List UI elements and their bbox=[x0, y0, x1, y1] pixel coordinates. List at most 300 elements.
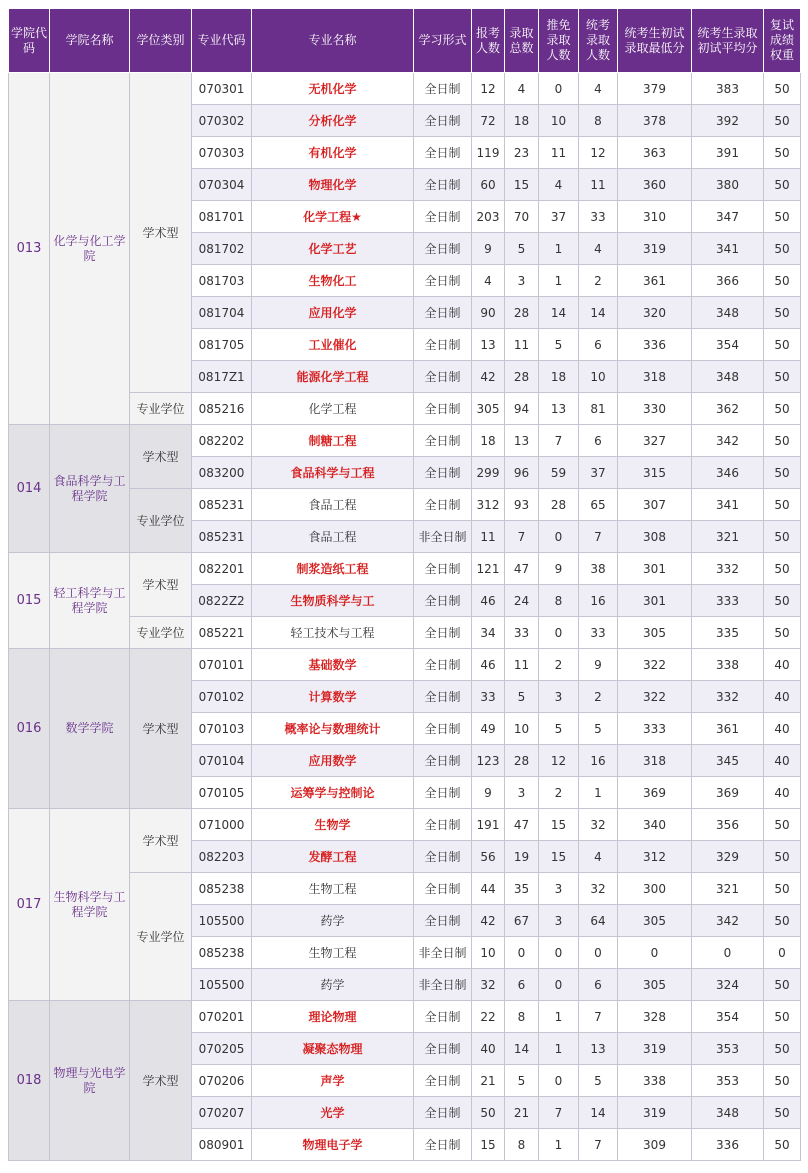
college-group bbox=[9, 73, 801, 425]
retest-weight-cell: 50 bbox=[764, 329, 801, 361]
exempt-admitted-cell: 1 bbox=[539, 233, 579, 265]
major-name-cell: 工业催化 bbox=[252, 329, 414, 361]
degree-type-cell: 学术型 bbox=[130, 649, 192, 809]
applicants-cell: 119 bbox=[472, 137, 505, 169]
exam-admitted-cell: 32 bbox=[579, 873, 618, 905]
header-avg-score: 统考生录取初试平均分 bbox=[692, 9, 764, 73]
admitted-total-cell: 67 bbox=[505, 905, 539, 937]
avg-score-cell: 361 bbox=[692, 713, 764, 745]
min-score-cell: 330 bbox=[618, 393, 692, 425]
major-code-cell: 081702 bbox=[192, 233, 252, 265]
degree-type-cell: 专业学位 bbox=[130, 873, 192, 1001]
exam-admitted-cell: 4 bbox=[579, 73, 618, 105]
exempt-admitted-cell: 8 bbox=[539, 585, 579, 617]
exam-admitted-cell: 1 bbox=[579, 777, 618, 809]
header-row bbox=[9, 9, 801, 73]
admitted-total-cell: 3 bbox=[505, 265, 539, 297]
avg-score-cell: 369 bbox=[692, 777, 764, 809]
min-score-cell: 340 bbox=[618, 809, 692, 841]
admitted-total-cell: 28 bbox=[505, 361, 539, 393]
major-name-cell: 声学 bbox=[252, 1065, 414, 1097]
exam-admitted-cell: 81 bbox=[579, 393, 618, 425]
avg-score-cell: 348 bbox=[692, 297, 764, 329]
retest-weight-cell: 50 bbox=[764, 361, 801, 393]
exam-admitted-cell: 5 bbox=[579, 1065, 618, 1097]
exempt-admitted-cell: 0 bbox=[539, 73, 579, 105]
admitted-total-cell: 93 bbox=[505, 489, 539, 521]
applicants-cell: 312 bbox=[472, 489, 505, 521]
table-header bbox=[9, 9, 801, 73]
degree-type-cell: 学术型 bbox=[130, 73, 192, 393]
study-mode-cell: 全日制 bbox=[414, 425, 472, 457]
retest-weight-cell: 50 bbox=[764, 489, 801, 521]
min-score-cell: 315 bbox=[618, 457, 692, 489]
table-row bbox=[9, 73, 801, 105]
avg-score-cell: 342 bbox=[692, 905, 764, 937]
min-score-cell: 308 bbox=[618, 521, 692, 553]
min-score-cell: 310 bbox=[618, 201, 692, 233]
college-group bbox=[9, 1001, 801, 1161]
major-name-cell: 化学工艺 bbox=[252, 233, 414, 265]
major-name-cell: 发酵工程 bbox=[252, 841, 414, 873]
min-score-cell: 322 bbox=[618, 649, 692, 681]
applicants-cell: 21 bbox=[472, 1065, 505, 1097]
major-code-cell: 082203 bbox=[192, 841, 252, 873]
avg-score-cell: 353 bbox=[692, 1033, 764, 1065]
study-mode-cell: 非全日制 bbox=[414, 937, 472, 969]
major-code-cell: 070103 bbox=[192, 713, 252, 745]
avg-score-cell: 366 bbox=[692, 265, 764, 297]
exam-admitted-cell: 4 bbox=[579, 233, 618, 265]
major-code-cell: 105500 bbox=[192, 969, 252, 1001]
avg-score-cell: 347 bbox=[692, 201, 764, 233]
retest-weight-cell: 50 bbox=[764, 841, 801, 873]
major-code-cell: 085238 bbox=[192, 937, 252, 969]
avg-score-cell: 341 bbox=[692, 233, 764, 265]
applicants-cell: 72 bbox=[472, 105, 505, 137]
avg-score-cell: 354 bbox=[692, 329, 764, 361]
admitted-total-cell: 11 bbox=[505, 649, 539, 681]
retest-weight-cell: 40 bbox=[764, 649, 801, 681]
exempt-admitted-cell: 37 bbox=[539, 201, 579, 233]
header-applicants: 报考人数 bbox=[472, 9, 505, 73]
avg-score-cell: 341 bbox=[692, 489, 764, 521]
retest-weight-cell: 50 bbox=[764, 905, 801, 937]
avg-score-cell: 356 bbox=[692, 809, 764, 841]
min-score-cell: 305 bbox=[618, 905, 692, 937]
retest-weight-cell: 50 bbox=[764, 105, 801, 137]
major-code-cell: 081701 bbox=[192, 201, 252, 233]
study-mode-cell: 全日制 bbox=[414, 1097, 472, 1129]
header-major-name: 专业名称 bbox=[252, 9, 414, 73]
study-mode-cell: 全日制 bbox=[414, 201, 472, 233]
avg-score-cell: 329 bbox=[692, 841, 764, 873]
exempt-admitted-cell: 0 bbox=[539, 617, 579, 649]
applicants-cell: 203 bbox=[472, 201, 505, 233]
admitted-total-cell: 14 bbox=[505, 1033, 539, 1065]
exempt-admitted-cell: 1 bbox=[539, 1001, 579, 1033]
admitted-total-cell: 15 bbox=[505, 169, 539, 201]
study-mode-cell: 全日制 bbox=[414, 873, 472, 905]
admitted-total-cell: 28 bbox=[505, 297, 539, 329]
study-mode-cell: 全日制 bbox=[414, 713, 472, 745]
min-score-cell: 322 bbox=[618, 681, 692, 713]
exam-admitted-cell: 13 bbox=[579, 1033, 618, 1065]
major-code-cell: 080901 bbox=[192, 1129, 252, 1161]
applicants-cell: 32 bbox=[472, 969, 505, 1001]
min-score-cell: 309 bbox=[618, 1129, 692, 1161]
table-row bbox=[9, 425, 801, 457]
exempt-admitted-cell: 11 bbox=[539, 137, 579, 169]
major-code-cell: 070105 bbox=[192, 777, 252, 809]
retest-weight-cell: 50 bbox=[764, 265, 801, 297]
min-score-cell: 318 bbox=[618, 745, 692, 777]
applicants-cell: 46 bbox=[472, 585, 505, 617]
applicants-cell: 22 bbox=[472, 1001, 505, 1033]
major-code-cell: 070205 bbox=[192, 1033, 252, 1065]
major-name-cell: 计算数学 bbox=[252, 681, 414, 713]
exam-admitted-cell: 6 bbox=[579, 329, 618, 361]
min-score-cell: 301 bbox=[618, 585, 692, 617]
retest-weight-cell: 50 bbox=[764, 553, 801, 585]
header-major-code: 专业代码 bbox=[192, 9, 252, 73]
study-mode-cell: 全日制 bbox=[414, 777, 472, 809]
retest-weight-cell: 50 bbox=[764, 393, 801, 425]
exam-admitted-cell: 9 bbox=[579, 649, 618, 681]
admitted-total-cell: 24 bbox=[505, 585, 539, 617]
retest-weight-cell: 50 bbox=[764, 297, 801, 329]
min-score-cell: 319 bbox=[618, 1097, 692, 1129]
college-code-cell: 015 bbox=[9, 553, 50, 649]
min-score-cell: 318 bbox=[618, 361, 692, 393]
applicants-cell: 12 bbox=[472, 73, 505, 105]
retest-weight-cell: 0 bbox=[764, 937, 801, 969]
degree-type-cell: 学术型 bbox=[130, 809, 192, 873]
college-name-cell: 数学学院 bbox=[50, 649, 130, 809]
retest-weight-cell: 50 bbox=[764, 1129, 801, 1161]
exam-admitted-cell: 38 bbox=[579, 553, 618, 585]
applicants-cell: 9 bbox=[472, 777, 505, 809]
college-code-cell: 016 bbox=[9, 649, 50, 809]
header-degree-type: 学位类别 bbox=[130, 9, 192, 73]
college-code-cell: 014 bbox=[9, 425, 50, 553]
retest-weight-cell: 50 bbox=[764, 169, 801, 201]
retest-weight-cell: 50 bbox=[764, 137, 801, 169]
major-code-cell: 082201 bbox=[192, 553, 252, 585]
major-name-cell: 理论物理 bbox=[252, 1001, 414, 1033]
study-mode-cell: 全日制 bbox=[414, 585, 472, 617]
avg-score-cell: 346 bbox=[692, 457, 764, 489]
study-mode-cell: 全日制 bbox=[414, 1065, 472, 1097]
exempt-admitted-cell: 3 bbox=[539, 905, 579, 937]
major-name-cell: 物理电子学 bbox=[252, 1129, 414, 1161]
exam-admitted-cell: 14 bbox=[579, 1097, 618, 1129]
applicants-cell: 4 bbox=[472, 265, 505, 297]
study-mode-cell: 全日制 bbox=[414, 745, 472, 777]
applicants-cell: 42 bbox=[472, 905, 505, 937]
admitted-total-cell: 0 bbox=[505, 937, 539, 969]
avg-score-cell: 362 bbox=[692, 393, 764, 425]
admitted-total-cell: 47 bbox=[505, 553, 539, 585]
exempt-admitted-cell: 13 bbox=[539, 393, 579, 425]
exam-admitted-cell: 33 bbox=[579, 201, 618, 233]
college-name-cell: 化学与化工学院 bbox=[50, 73, 130, 425]
min-score-cell: 307 bbox=[618, 489, 692, 521]
exam-admitted-cell: 64 bbox=[579, 905, 618, 937]
exam-admitted-cell: 12 bbox=[579, 137, 618, 169]
major-code-cell: 082202 bbox=[192, 425, 252, 457]
major-code-cell: 085231 bbox=[192, 489, 252, 521]
major-name-cell: 药学 bbox=[252, 969, 414, 1001]
retest-weight-cell: 50 bbox=[764, 201, 801, 233]
header-exempt-admitted: 推免录取人数 bbox=[539, 9, 579, 73]
degree-type-cell: 学术型 bbox=[130, 425, 192, 489]
table-row bbox=[9, 553, 801, 585]
min-score-cell: 363 bbox=[618, 137, 692, 169]
applicants-cell: 42 bbox=[472, 361, 505, 393]
retest-weight-cell: 40 bbox=[764, 681, 801, 713]
degree-type-cell: 专业学位 bbox=[130, 617, 192, 649]
major-name-cell: 光学 bbox=[252, 1097, 414, 1129]
admitted-total-cell: 35 bbox=[505, 873, 539, 905]
study-mode-cell: 全日制 bbox=[414, 809, 472, 841]
header-college-code: 学院代码 bbox=[9, 9, 50, 73]
table-row bbox=[9, 809, 801, 841]
major-name-cell: 生物学 bbox=[252, 809, 414, 841]
major-name-cell: 概率论与数理统计 bbox=[252, 713, 414, 745]
major-name-cell: 生物化工 bbox=[252, 265, 414, 297]
exempt-admitted-cell: 3 bbox=[539, 873, 579, 905]
study-mode-cell: 全日制 bbox=[414, 905, 472, 937]
exempt-admitted-cell: 0 bbox=[539, 969, 579, 1001]
admitted-total-cell: 23 bbox=[505, 137, 539, 169]
major-code-cell: 085231 bbox=[192, 521, 252, 553]
exempt-admitted-cell: 5 bbox=[539, 713, 579, 745]
college-group bbox=[9, 553, 801, 649]
exam-admitted-cell: 5 bbox=[579, 713, 618, 745]
retest-weight-cell: 50 bbox=[764, 425, 801, 457]
exempt-admitted-cell: 14 bbox=[539, 297, 579, 329]
exam-admitted-cell: 33 bbox=[579, 617, 618, 649]
study-mode-cell: 全日制 bbox=[414, 1001, 472, 1033]
min-score-cell: 328 bbox=[618, 1001, 692, 1033]
college-name-cell: 生物科学与工程学院 bbox=[50, 809, 130, 1001]
exempt-admitted-cell: 15 bbox=[539, 841, 579, 873]
major-name-cell: 有机化学 bbox=[252, 137, 414, 169]
header-college-name: 学院名称 bbox=[50, 9, 130, 73]
applicants-cell: 9 bbox=[472, 233, 505, 265]
major-code-cell: 105500 bbox=[192, 905, 252, 937]
major-name-cell: 药学 bbox=[252, 905, 414, 937]
header-retest-weight: 复试成绩权重 bbox=[764, 9, 801, 73]
min-score-cell: 379 bbox=[618, 73, 692, 105]
degree-type-cell: 专业学位 bbox=[130, 393, 192, 425]
avg-score-cell: 348 bbox=[692, 361, 764, 393]
avg-score-cell: 354 bbox=[692, 1001, 764, 1033]
min-score-cell: 301 bbox=[618, 553, 692, 585]
study-mode-cell: 全日制 bbox=[414, 393, 472, 425]
study-mode-cell: 全日制 bbox=[414, 1129, 472, 1161]
avg-score-cell: 332 bbox=[692, 681, 764, 713]
major-name-cell: 化学工程★ bbox=[252, 201, 414, 233]
applicants-cell: 299 bbox=[472, 457, 505, 489]
applicants-cell: 56 bbox=[472, 841, 505, 873]
study-mode-cell: 非全日制 bbox=[414, 969, 472, 1001]
exam-admitted-cell: 65 bbox=[579, 489, 618, 521]
exam-admitted-cell: 0 bbox=[579, 937, 618, 969]
applicants-cell: 18 bbox=[472, 425, 505, 457]
exempt-admitted-cell: 1 bbox=[539, 265, 579, 297]
min-score-cell: 378 bbox=[618, 105, 692, 137]
major-code-cell: 0822Z2 bbox=[192, 585, 252, 617]
exempt-admitted-cell: 1 bbox=[539, 1033, 579, 1065]
retest-weight-cell: 50 bbox=[764, 233, 801, 265]
header-exam-admitted: 统考录取人数 bbox=[579, 9, 618, 73]
header-min-score: 统考生初试录取最低分 bbox=[618, 9, 692, 73]
applicants-cell: 305 bbox=[472, 393, 505, 425]
major-code-cell: 085216 bbox=[192, 393, 252, 425]
study-mode-cell: 全日制 bbox=[414, 137, 472, 169]
header-study-mode: 学习形式 bbox=[414, 9, 472, 73]
applicants-cell: 90 bbox=[472, 297, 505, 329]
major-code-cell: 070206 bbox=[192, 1065, 252, 1097]
major-name-cell: 应用数学 bbox=[252, 745, 414, 777]
major-code-cell: 070101 bbox=[192, 649, 252, 681]
admitted-total-cell: 5 bbox=[505, 1065, 539, 1097]
min-score-cell: 319 bbox=[618, 1033, 692, 1065]
study-mode-cell: 全日制 bbox=[414, 1033, 472, 1065]
applicants-cell: 60 bbox=[472, 169, 505, 201]
exempt-admitted-cell: 0 bbox=[539, 1065, 579, 1097]
admitted-total-cell: 70 bbox=[505, 201, 539, 233]
retest-weight-cell: 40 bbox=[764, 713, 801, 745]
applicants-cell: 11 bbox=[472, 521, 505, 553]
applicants-cell: 10 bbox=[472, 937, 505, 969]
min-score-cell: 320 bbox=[618, 297, 692, 329]
admitted-total-cell: 4 bbox=[505, 73, 539, 105]
min-score-cell: 319 bbox=[618, 233, 692, 265]
college-code-cell: 017 bbox=[9, 809, 50, 1001]
study-mode-cell: 全日制 bbox=[414, 617, 472, 649]
major-code-cell: 085221 bbox=[192, 617, 252, 649]
major-name-cell: 制浆造纸工程 bbox=[252, 553, 414, 585]
degree-type-cell: 学术型 bbox=[130, 553, 192, 617]
exempt-admitted-cell: 2 bbox=[539, 777, 579, 809]
applicants-cell: 123 bbox=[472, 745, 505, 777]
major-code-cell: 070102 bbox=[192, 681, 252, 713]
major-name-cell: 分析化学 bbox=[252, 105, 414, 137]
exempt-admitted-cell: 15 bbox=[539, 809, 579, 841]
study-mode-cell: 全日制 bbox=[414, 553, 472, 585]
exam-admitted-cell: 37 bbox=[579, 457, 618, 489]
exempt-admitted-cell: 59 bbox=[539, 457, 579, 489]
exempt-admitted-cell: 5 bbox=[539, 329, 579, 361]
major-name-cell: 食品工程 bbox=[252, 521, 414, 553]
major-code-cell: 070201 bbox=[192, 1001, 252, 1033]
study-mode-cell: 全日制 bbox=[414, 169, 472, 201]
study-mode-cell: 全日制 bbox=[414, 489, 472, 521]
major-code-cell: 071000 bbox=[192, 809, 252, 841]
study-mode-cell: 全日制 bbox=[414, 265, 472, 297]
exempt-admitted-cell: 7 bbox=[539, 425, 579, 457]
study-mode-cell: 非全日制 bbox=[414, 521, 472, 553]
applicants-cell: 191 bbox=[472, 809, 505, 841]
major-name-cell: 生物工程 bbox=[252, 937, 414, 969]
retest-weight-cell: 50 bbox=[764, 969, 801, 1001]
avg-score-cell: 392 bbox=[692, 105, 764, 137]
exam-admitted-cell: 7 bbox=[579, 1129, 618, 1161]
major-name-cell: 生物工程 bbox=[252, 873, 414, 905]
applicants-cell: 40 bbox=[472, 1033, 505, 1065]
min-score-cell: 0 bbox=[618, 937, 692, 969]
exempt-admitted-cell: 7 bbox=[539, 1097, 579, 1129]
exempt-admitted-cell: 1 bbox=[539, 1129, 579, 1161]
retest-weight-cell: 50 bbox=[764, 585, 801, 617]
admitted-total-cell: 19 bbox=[505, 841, 539, 873]
exam-admitted-cell: 8 bbox=[579, 105, 618, 137]
avg-score-cell: 348 bbox=[692, 1097, 764, 1129]
applicants-cell: 34 bbox=[472, 617, 505, 649]
retest-weight-cell: 50 bbox=[764, 617, 801, 649]
exempt-admitted-cell: 18 bbox=[539, 361, 579, 393]
exempt-admitted-cell: 0 bbox=[539, 521, 579, 553]
exempt-admitted-cell: 12 bbox=[539, 745, 579, 777]
exempt-admitted-cell: 2 bbox=[539, 649, 579, 681]
exam-admitted-cell: 11 bbox=[579, 169, 618, 201]
avg-score-cell: 321 bbox=[692, 521, 764, 553]
applicants-cell: 33 bbox=[472, 681, 505, 713]
retest-weight-cell: 50 bbox=[764, 73, 801, 105]
exam-admitted-cell: 16 bbox=[579, 745, 618, 777]
admitted-total-cell: 5 bbox=[505, 233, 539, 265]
table-row bbox=[9, 1001, 801, 1033]
college-name-cell: 轻工科学与工程学院 bbox=[50, 553, 130, 649]
exam-admitted-cell: 32 bbox=[579, 809, 618, 841]
study-mode-cell: 全日制 bbox=[414, 457, 472, 489]
retest-weight-cell: 50 bbox=[764, 1065, 801, 1097]
degree-type-cell: 专业学位 bbox=[130, 489, 192, 553]
major-name-cell: 物理化学 bbox=[252, 169, 414, 201]
applicants-cell: 44 bbox=[472, 873, 505, 905]
major-code-cell: 081703 bbox=[192, 265, 252, 297]
major-code-cell: 083200 bbox=[192, 457, 252, 489]
header-admitted-total: 录取总数 bbox=[505, 9, 539, 73]
major-name-cell: 生物质科学与工 bbox=[252, 585, 414, 617]
study-mode-cell: 全日制 bbox=[414, 73, 472, 105]
major-code-cell: 070207 bbox=[192, 1097, 252, 1129]
admitted-total-cell: 5 bbox=[505, 681, 539, 713]
admitted-total-cell: 3 bbox=[505, 777, 539, 809]
admitted-total-cell: 6 bbox=[505, 969, 539, 1001]
avg-score-cell: 335 bbox=[692, 617, 764, 649]
admitted-total-cell: 96 bbox=[505, 457, 539, 489]
admitted-total-cell: 13 bbox=[505, 425, 539, 457]
exam-admitted-cell: 16 bbox=[579, 585, 618, 617]
major-code-cell: 085238 bbox=[192, 873, 252, 905]
avg-score-cell: 321 bbox=[692, 873, 764, 905]
exempt-admitted-cell: 10 bbox=[539, 105, 579, 137]
retest-weight-cell: 50 bbox=[764, 457, 801, 489]
applicants-cell: 13 bbox=[472, 329, 505, 361]
college-name-cell: 食品科学与工程学院 bbox=[50, 425, 130, 553]
major-code-cell: 081705 bbox=[192, 329, 252, 361]
major-name-cell: 无机化学 bbox=[252, 73, 414, 105]
major-name-cell: 凝聚态物理 bbox=[252, 1033, 414, 1065]
admitted-total-cell: 8 bbox=[505, 1129, 539, 1161]
exam-admitted-cell: 7 bbox=[579, 1001, 618, 1033]
min-score-cell: 369 bbox=[618, 777, 692, 809]
major-code-cell: 070304 bbox=[192, 169, 252, 201]
